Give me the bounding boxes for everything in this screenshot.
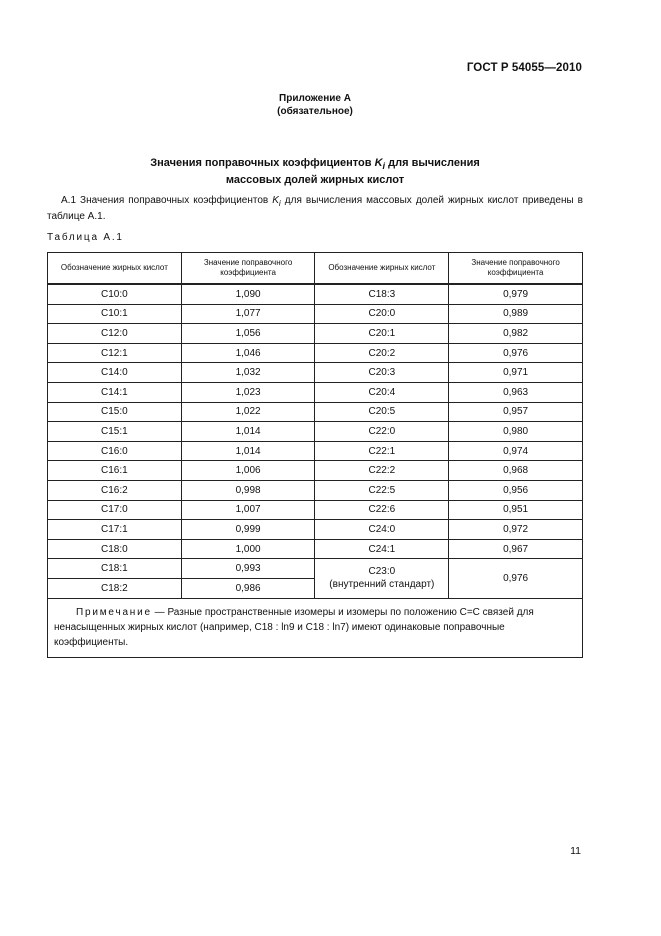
coef-cell: 1,014	[181, 441, 315, 461]
table-row	[48, 304, 583, 324]
acid-cell: C22:5	[315, 480, 449, 500]
acid-cell: C10:1	[48, 304, 182, 324]
intro-k-subscript: i	[278, 198, 281, 208]
table-row	[48, 324, 583, 344]
coef-cell: 0,999	[181, 520, 315, 540]
acid-cell: C22:6	[315, 500, 449, 520]
acid-cell: C16:0	[48, 441, 182, 461]
internal-standard-note: (внутренний стандарт)	[329, 579, 435, 591]
intro-k-letter: K	[272, 195, 279, 206]
section-title	[0, 156, 630, 187]
coef-cell: 0,989	[449, 304, 583, 324]
table-label: Таблица А.1	[47, 232, 124, 243]
acid-cell: C14:0	[48, 363, 182, 383]
intro-before: А.1 Значения поправочных коэффициентов	[61, 195, 273, 206]
acid-cell: C20:5	[315, 402, 449, 422]
appendix-title: Приложение А	[279, 93, 351, 104]
acid-cell: C18:3	[315, 284, 449, 304]
coef-cell: 1,014	[181, 422, 315, 442]
acid-cell: C24:1	[315, 539, 449, 559]
coef-cell: 0,986	[181, 578, 315, 598]
acid-cell: C10:0	[48, 284, 182, 304]
coef-cell: 1,077	[181, 304, 315, 324]
note-row	[48, 598, 583, 657]
k-subscript: i	[382, 161, 386, 172]
coef-cell: 1,056	[181, 324, 315, 344]
table-body	[48, 284, 583, 657]
acid-cell: C17:1	[48, 520, 182, 540]
table-row	[48, 559, 583, 579]
acid-cell: C16:2	[48, 480, 182, 500]
table-row	[48, 422, 583, 442]
coef-cell: 0,982	[449, 324, 583, 344]
section-title-line2: массовых долей жирных кислот	[225, 174, 405, 187]
acid-cell: C22:1	[315, 441, 449, 461]
coef-cell: 0,951	[449, 500, 583, 520]
acid-cell: C22:2	[315, 461, 449, 481]
acid-cell: C16:1	[48, 461, 182, 481]
intro-after: для вычисления массовых долей жирных кислот приведены в таблице А.1.	[47, 195, 583, 222]
coef-cell: 1,023	[181, 382, 315, 402]
acid-cell: C20:1	[315, 324, 449, 344]
coef-cell: 0,974	[449, 441, 583, 461]
acid-cell: C18:0	[48, 539, 182, 559]
table-note	[48, 598, 583, 657]
table-row	[48, 500, 583, 520]
coef-cell: 0,998	[181, 480, 315, 500]
table-row	[48, 343, 583, 363]
acid-cell: C20:0	[315, 304, 449, 324]
table-row	[48, 441, 583, 461]
coef-cell: 0,956	[449, 480, 583, 500]
table-row	[48, 480, 583, 500]
acid-cell: C12:0	[48, 324, 182, 344]
coef-cell: 0,957	[449, 402, 583, 422]
table-row	[48, 382, 583, 402]
coef-cell: 0,968	[449, 461, 583, 481]
coef-cell: 0,971	[449, 363, 583, 383]
coef-cell: 1,046	[181, 343, 315, 363]
coef-cell: 0,972	[449, 520, 583, 540]
coef-cell: 1,006	[181, 461, 315, 481]
section-title-line1	[0, 156, 630, 173]
note-label: Примечание	[76, 606, 152, 618]
coef-cell: 1,022	[181, 402, 315, 422]
coef-cell: 0,967	[449, 539, 583, 559]
acid-cell: C24:0	[315, 520, 449, 540]
intro-paragraph	[47, 194, 583, 224]
coef-cell: 0,976	[449, 343, 583, 363]
acid-cell: C15:1	[48, 422, 182, 442]
coef-cell: 0,963	[449, 382, 583, 402]
acid-cell: C17:0	[48, 500, 182, 520]
header-coef-right: Значение поправочного коэффициента	[449, 253, 583, 285]
acid-cell: C18:1	[48, 559, 182, 579]
title-text-before: Значения поправочных коэффициентов	[150, 157, 375, 169]
acid-cell: C22:0	[315, 422, 449, 442]
table-row	[48, 402, 583, 422]
acid-cell: C18:2	[48, 578, 182, 598]
k-letter: K	[374, 157, 383, 169]
header-acid-right: Обозначение жирных кислот	[315, 253, 449, 285]
coef-cell: 0,980	[449, 422, 583, 442]
internal-standard-acid: C23:0	[368, 566, 396, 578]
table-row	[48, 461, 583, 481]
acid-cell: C12:1	[48, 343, 182, 363]
internal-standard-cell	[315, 559, 449, 598]
document-code: ГОСТ Р 54055—2010	[466, 62, 582, 74]
coef-cell: 1,032	[181, 363, 315, 383]
coef-cell: 1,090	[181, 284, 315, 304]
acid-cell: C15:0	[48, 402, 182, 422]
header-acid-left: Обозначение жирных кислот	[48, 253, 182, 285]
appendix-heading	[0, 92, 630, 118]
note-text: — Разные пространственные изомеры и изомеры по положению C=C связей для ненасыщенных жирных кислот (например, C18 : ln9 и C18 : ln7) имеют одинаковые поправочные коэффициенты.	[54, 606, 534, 648]
acid-cell: C20:2	[315, 343, 449, 363]
table-row	[48, 284, 583, 304]
coef-cell: 0,993	[181, 559, 315, 579]
header-coef-left: Значение поправочного коэффициента	[181, 253, 315, 285]
internal-standard-coef: 0,976	[449, 559, 583, 598]
acid-cell: C20:4	[315, 382, 449, 402]
k-symbol	[374, 157, 386, 172]
table-row	[48, 520, 583, 540]
coefficients-table	[47, 252, 583, 658]
acid-cell: C20:3	[315, 363, 449, 383]
intro-k-symbol	[272, 195, 281, 206]
appendix-status: (обязательное)	[277, 106, 353, 117]
table-row	[48, 363, 583, 383]
acid-cell: C14:1	[48, 382, 182, 402]
table-row	[48, 539, 583, 559]
title-text-after: для вычисления	[385, 157, 480, 169]
page-number: 11	[570, 845, 581, 857]
table-header-row	[48, 253, 583, 285]
coef-cell: 1,007	[181, 500, 315, 520]
coef-cell: 1,000	[181, 539, 315, 559]
coef-cell: 0,979	[449, 284, 583, 304]
